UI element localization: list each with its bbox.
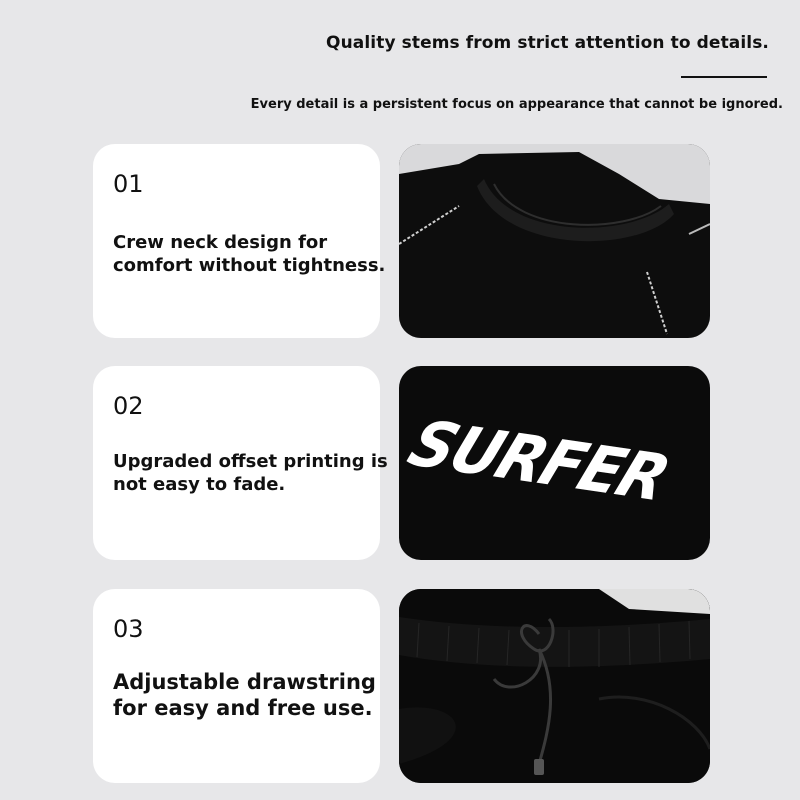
subheadline: Every detail is a persistent focus on appearance that cannot be ignored. (250, 97, 783, 112)
surfer-print-logo: SURFER (399, 406, 679, 515)
feature-description-line: Crew neck design for (113, 232, 328, 253)
feature-card-02 (93, 366, 388, 560)
crew-neck-photo (399, 144, 710, 338)
feature-description-line: not easy to fade. (113, 474, 286, 495)
surfer-print-photo (399, 366, 710, 560)
feature-description (113, 450, 388, 496)
feature-description-line: Upgraded offset printing is (113, 451, 388, 472)
feature-card-01 (93, 144, 386, 338)
feature-description (113, 669, 376, 721)
feature-card-03 (93, 589, 380, 783)
feature-description-line: Adjustable drawstring (113, 670, 376, 694)
feature-description-line: comfort without tightness. (113, 255, 386, 276)
headline: Quality stems from strict attention to details. (326, 33, 769, 53)
feature-number: 02 (113, 392, 144, 420)
feature-number: 03 (113, 615, 144, 643)
divider-line (681, 76, 767, 78)
feature-number: 01 (113, 170, 144, 198)
feature-description-line: for easy and free use. (113, 696, 373, 720)
feature-description (113, 231, 385, 277)
drawstring-photo (399, 589, 710, 783)
